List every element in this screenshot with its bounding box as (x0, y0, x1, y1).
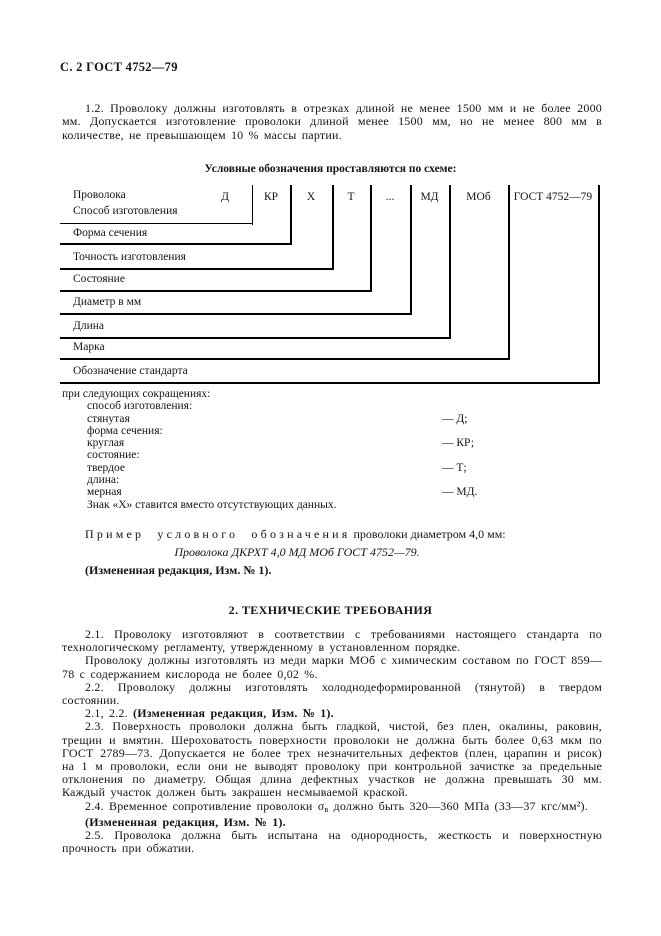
sigma-subscript: в (324, 804, 329, 814)
column-divider (332, 185, 334, 270)
paragraph-1-2: 1.2. Проволоку должны изготовлять в отрезках длиной не менее 1500 мм и не более 2000 мм. Допускается изготовление проволоки длиной менее 1500 мм, но не менее 800 мм в количестве, не превышающем 10 % массы партии. (62, 101, 602, 142)
designation-diagram (60, 185, 601, 387)
code-cell: КР (263, 191, 279, 203)
paragraph-2-1: 2.1. Проволоку изготовляют в соответствии с требованиями настоящего стандарта по технологическому регламенту, утвержденному в установленном порядке. (62, 627, 602, 655)
section-2-heading: 2. ТЕХНИЧЕСКИЕ ТРЕБОВАНИЯ (228, 603, 433, 617)
abbrev-code: — КР; (442, 437, 475, 450)
code-cell: ... (385, 191, 395, 203)
abbrev-term: при следующих сокращениях: (62, 388, 211, 400)
code-cell: Д (221, 191, 229, 203)
abbrev-term: мерная (87, 486, 122, 499)
abbrev-line (62, 462, 602, 474)
abbrev-line (62, 400, 602, 412)
row-line (60, 268, 334, 270)
row-line (60, 290, 372, 292)
column-divider (252, 185, 253, 225)
column-divider (290, 185, 292, 245)
abbrev-line (62, 449, 602, 461)
row-label: Состояние (73, 273, 125, 285)
paragraph-2-3: 2.3. Поверхность проволоки должна быть гладкой, чистой, без плен, окалины, раковин, трещин и вмятин. Шероховатость поверхности проволоки не должна быть более 0,63 мкм по ГОСТ 2789—73. Допускается не более трех незначительных дефектов (плен, царапин и рисок) на 1 м проволоки, если они не выводят проволоку при контрольной зачистке за предельные отклонения по диаметру. Общая длина дефектных участков не должна превышать 30 мм. Каждый участок должен быть закрашен несмываемой краской. (62, 719, 602, 800)
column-divider (449, 185, 451, 339)
row-label: Марка (73, 341, 105, 353)
abbrev-term: способ изготовления: (87, 400, 193, 413)
row-label: Точность изготовления (73, 251, 186, 263)
paragraph-2-2: 2.2. Проволоку должны изготовлять холоднодеформированной (тянутой) в твердом состоянии. (62, 679, 602, 708)
row-line (60, 223, 253, 224)
row-line (60, 358, 510, 360)
amendment-note: (Измененная редакция, Изм. № 1). (133, 706, 334, 721)
paragraph-2-1-cont: Проволоку должны изготовлять из меди марки МОб с химическим составом по ГОСТ 859—78 с содержанием кислорода не более 0,02 %. (62, 653, 602, 681)
abbrev-code: — МД. (442, 486, 478, 499)
designation-example (62, 526, 602, 579)
abbrev-term: Знак «Х» ставится вместо отсутствующих данных. (87, 498, 337, 511)
code-cell: МД (420, 191, 439, 203)
abbrev-line (62, 388, 602, 400)
code-cell: Х (306, 191, 316, 203)
abbrev-line (62, 486, 602, 498)
code-cell: Т (347, 191, 355, 203)
example-lead-rest: проволоки диаметром 4,0 мм: (350, 527, 506, 541)
example-amendment-note: (Измененная редакция, Изм. № 1). (85, 563, 272, 577)
code-cell: МОб (466, 191, 491, 203)
row-label: Обозначение стандарта (73, 365, 188, 377)
row-label: Диаметр в мм (73, 296, 142, 308)
abbrev-line (62, 437, 602, 449)
row-line (60, 243, 292, 245)
abbrev-line (62, 499, 602, 511)
abbrev-term: твердое (87, 461, 125, 474)
paragraph-2-4-text: должно быть 320—360 МПа (33—37 кгс/мм²). (328, 798, 588, 813)
row-line (60, 382, 600, 384)
row-label: Способ изготовления (73, 205, 178, 217)
abbrev-term: форма сечения: (87, 424, 163, 437)
amendment-prefix: 2.1, 2.2. (85, 706, 133, 721)
column-divider (370, 185, 372, 292)
schema-title: Условные обозначения проставляются по схеме: (204, 163, 457, 175)
row-label: Проволока (73, 189, 126, 201)
paragraph-2-4 (62, 800, 602, 816)
code-cell: ГОСТ 4752—79 (513, 191, 593, 203)
abbreviations-list (62, 388, 602, 511)
abbrev-line (62, 425, 602, 437)
column-divider (508, 185, 510, 360)
paragraph-2-4-amendment: (Измененная редакция, Изм. № 1). (85, 814, 286, 829)
row-label: Длина (73, 320, 104, 332)
section-2-body (62, 628, 602, 855)
example-lead-spaced: Пример условного обозначения (85, 527, 351, 541)
example-designation: Проволока ДКРХТ 4,0 МД МОб ГОСТ 4752—79. (174, 545, 420, 559)
abbrev-line (62, 474, 602, 486)
paragraph-2-4-text: 2.4. Временное сопротивление проволоки σ (85, 798, 325, 813)
paragraph-2-5: 2.5. Проволока должна быть испытана на однородность, жесткость и поверхностную прочность при обжатии. (62, 828, 602, 856)
abbrev-term: длина: (87, 474, 120, 487)
column-divider (410, 185, 412, 315)
row-label: Форма сечения (73, 227, 148, 239)
example-lead (62, 526, 602, 543)
abbrev-code: — Д; (442, 412, 468, 425)
page-header: С. 2 ГОСТ 4752—79 (60, 60, 178, 74)
abbrev-term: состояние: (87, 449, 140, 462)
abbrev-line (62, 413, 602, 425)
abbrev-term: стянутая (87, 412, 130, 425)
diagram-right-edge (598, 185, 600, 384)
abbrev-code: — Т; (442, 461, 467, 474)
row-line (60, 337, 451, 339)
abbrev-term: круглая (87, 437, 125, 450)
row-line (60, 313, 412, 315)
